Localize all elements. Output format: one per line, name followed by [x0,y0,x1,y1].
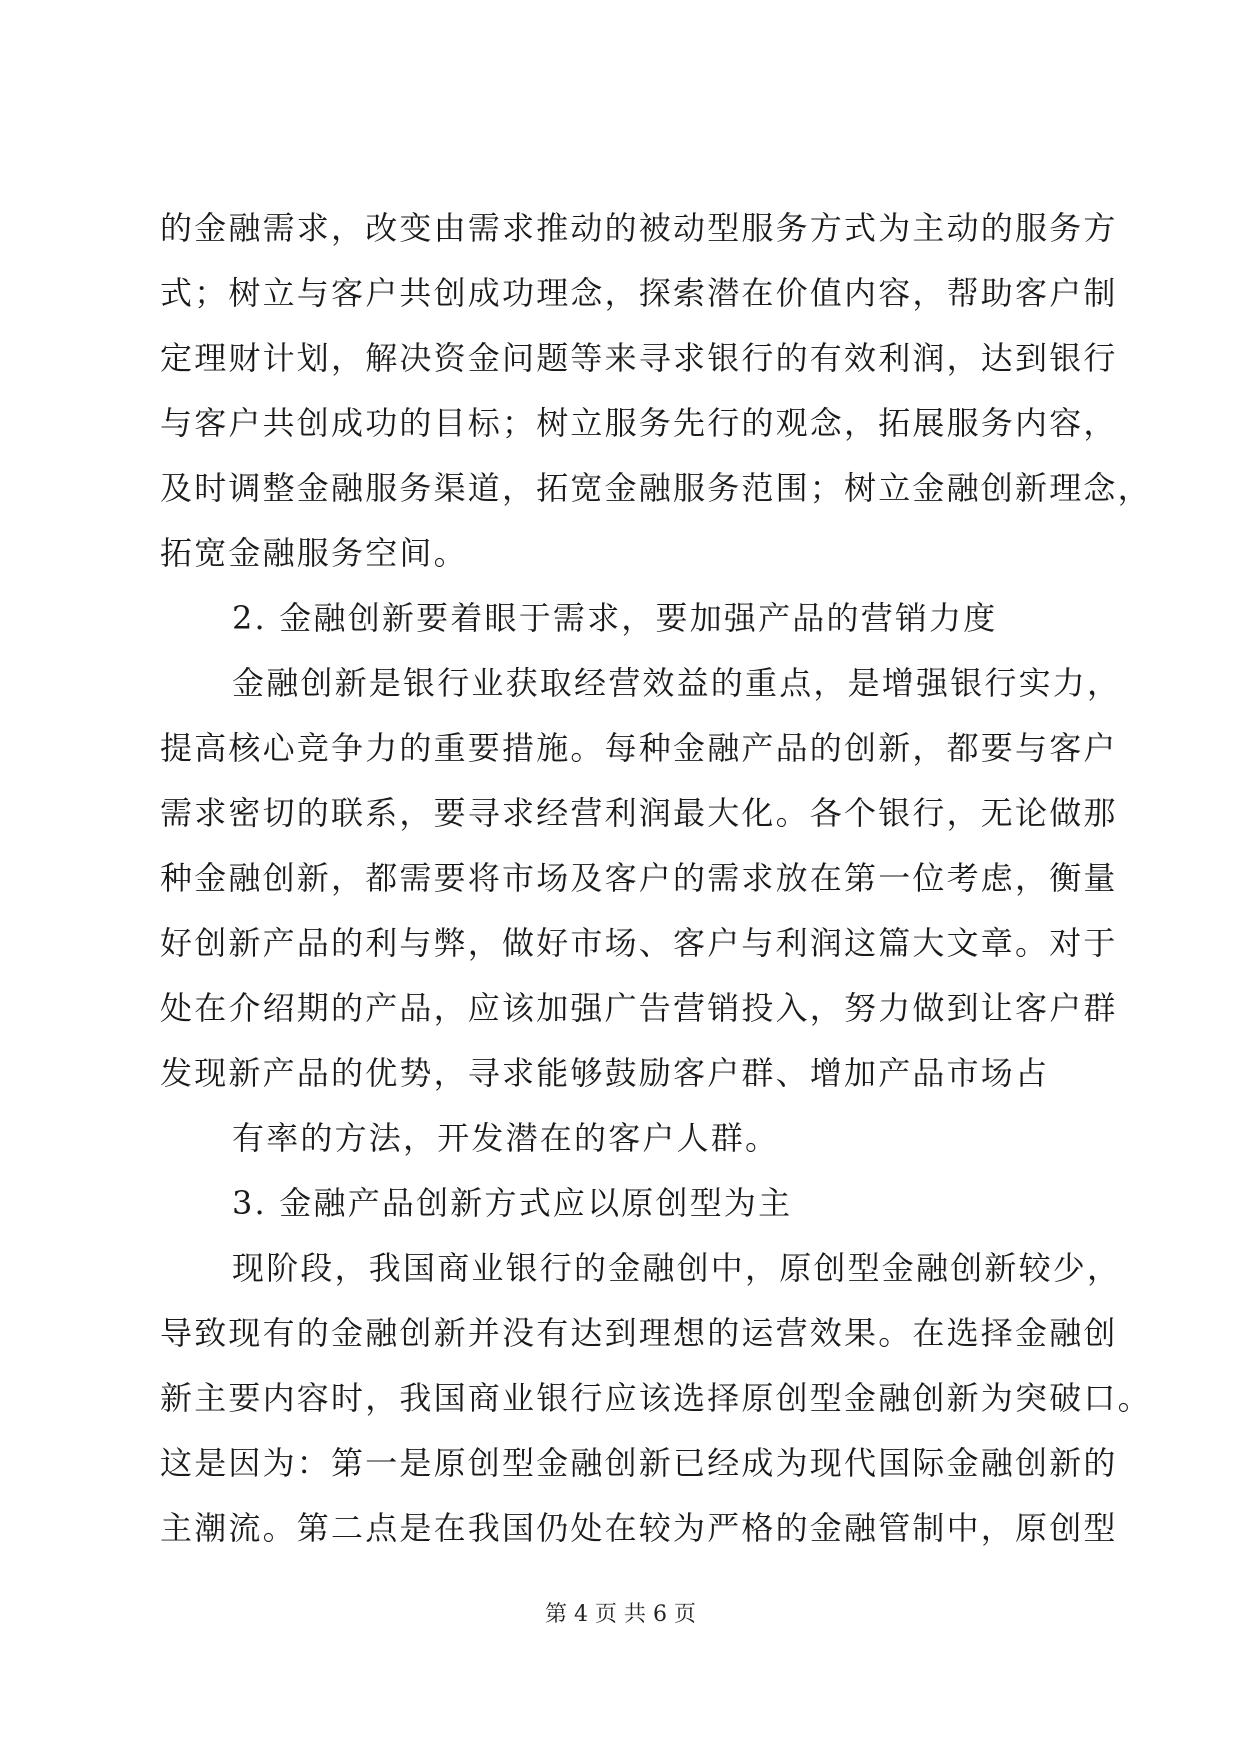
body-text-line: 有率的方法，开发潜在的客户人群。 [232,1119,780,1157]
body-text-line: 导致现有的金融创新并没有达到理想的运营效果。在选择金融创 [160,1314,1118,1352]
body-text-line: 与客户共创成功的目标；树立服务先行的观念，拓展服务内容， [160,404,1118,442]
body-text-line: 需求密切的联系，要寻求经营利润最大化。各个银行，无论做那 [160,794,1118,832]
section-heading: 3. 金融产品创新方式应以原创型为主 [232,1184,793,1222]
body-text-line: 拓宽金融服务空间。 [160,534,468,572]
body-text-line: 定理财计划，解决资金问题等来寻求银行的有效利润，达到银行 [160,339,1118,377]
body-text-line: 现阶段，我国商业银行的金融创中，原创型金融创新较少， [232,1249,1122,1287]
body-text-line: 提高核心竞争力的重要措施。每种金融产品的创新，都要与客户 [160,729,1118,767]
body-text-line: 金融创新是银行业获取经营效益的重点，是增强银行实力， [232,664,1122,702]
body-text-line: 的金融需求，改变由需求推动的被动型服务方式为主动的服务方 [160,209,1118,247]
body-text-line: 种金融创新，都需要将市场及客户的需求放在第一位考虑，衡量 [160,859,1118,897]
body-text-line: 主潮流。第二点是在我国仍处在较为严格的金融管制中，原创型 [160,1509,1118,1547]
body-text-line: 发现新产品的优势，寻求能够鼓励客户群、增加产品市场占 [160,1054,1050,1092]
body-text-line: 式；树立与客户共创成功理念，探索潜在价值内容，帮助客户制 [160,274,1118,312]
body-text-line: 好创新产品的利与弊，做好市场、客户与利润这篇大文章。对于 [160,924,1118,962]
body-text-line: 新主要内容时，我国商业银行应该选择原创型金融创新为突破口。 [160,1379,1152,1417]
page-number-footer: 第 4 页 共 6 页 [545,1602,696,1627]
section-heading: 2. 金融创新要着眼于需求，要加强产品的营销力度 [232,599,998,637]
body-text-line: 及时调整金融服务渠道，拓宽金融服务范围；树立金融创新理念， [160,469,1152,507]
body-text-line: 这是因为：第一是原创型金融创新已经成为现代国际金融创新的 [160,1444,1118,1482]
body-text-line: 处在介绍期的产品，应该加强广告营销投入，努力做到让客户群 [160,989,1118,1027]
